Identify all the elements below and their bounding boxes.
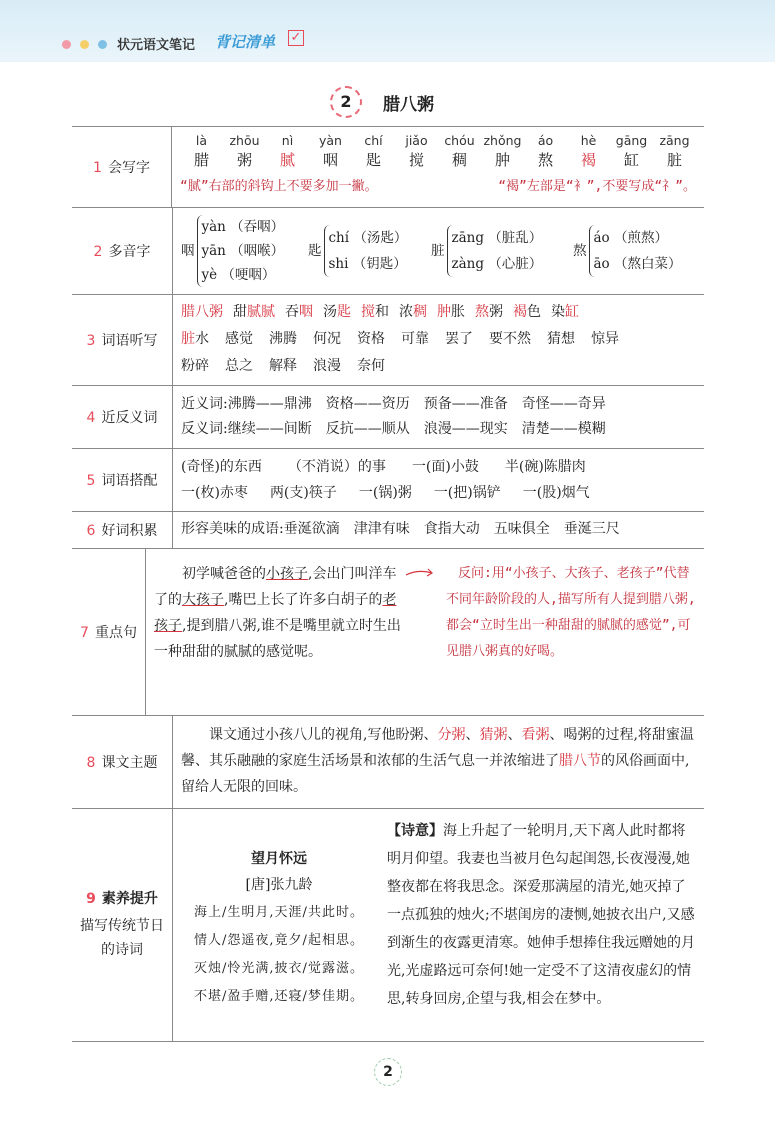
poly-char-ao: 熬 — [573, 243, 587, 259]
key-sentence-note: 反问:用“小孩子、大孩子、老孩子”代替不同年龄阶段的人,描写所有人提到腊八粥,都会“立时生出一种甜甜的腻腻的感觉”,可见腊八粥真的好喝。 — [446, 566, 696, 659]
row-label: 1 会写字 — [72, 127, 172, 207]
synonym-line: 近义词:沸腾——鼎沸 资格——资历 预备——准备 奇怪——奇异 — [181, 396, 606, 412]
theme-text: 课文通过小孩八儿的视角,写他盼粥、分粥、猜粥、看粥、喝粥的过程,将甜蜜温馨、其乐融融的家庭生活场景和浓郁的生活气息一并浓缩进了腊八节的风俗画面中,留给人无限的回味。 — [181, 727, 694, 795]
char-item: 缸 — [623, 151, 639, 169]
dict-word: 熬粥 — [475, 304, 503, 320]
pinyin-item: zhōu — [229, 133, 260, 148]
dictation-cell — [173, 295, 704, 385]
pinyin-row — [180, 133, 696, 149]
dict-word: 何况 — [313, 331, 341, 347]
dict-word: 感觉 — [225, 331, 253, 347]
collocation-item: 一(把)锅铲 — [433, 485, 501, 501]
collocation-item: （不消说）的事 — [287, 459, 386, 475]
dot-yellow — [80, 40, 89, 49]
row-collocation — [72, 448, 704, 511]
poly-char-yan: 咽 — [181, 243, 195, 259]
dict-word: 脏水 — [181, 331, 209, 347]
dict-word: 沸腾 — [269, 331, 297, 347]
good-words-cell: 形容美味的成语:垂涎欲滴 津津有味 食指大动 五味俱全 垂涎三尺 — [181, 521, 620, 537]
dict-word: 褐色 — [513, 304, 541, 320]
synonyms-cell — [173, 386, 704, 448]
dict-word: 甜腻腻 — [233, 304, 275, 320]
row-label: 3 词语听写 — [72, 295, 173, 385]
dict-word: 资格 — [357, 331, 385, 347]
dict-word: 肿胀 — [437, 304, 465, 320]
poem-line: 海上/生明月,天涯/共此时。 — [194, 905, 364, 920]
row-theme — [72, 715, 704, 808]
collocation-cell — [173, 449, 704, 511]
pinyin-item: nì — [281, 133, 294, 148]
dict-word: 奈何 — [357, 358, 385, 374]
pinyin-item: jiǎo — [405, 133, 428, 148]
dict-word: 搅和 — [361, 304, 389, 320]
pinyin-item: hè — [580, 133, 597, 148]
row-label: 4 近反义词 — [72, 386, 173, 448]
collocation-item: 一(面)小鼓 — [411, 459, 479, 475]
dict-word: 浓稠 — [399, 304, 427, 320]
row-good-words — [72, 511, 704, 548]
collocation-item: (奇怪)的东西 — [181, 459, 262, 475]
row-sublabel: 描写传统节日的诗词 — [80, 918, 164, 958]
dict-word: 汤匙 — [323, 304, 351, 320]
dict-word: 可靠 — [401, 331, 429, 347]
checkmark-icon: ✓ — [288, 30, 304, 46]
poly-char-chi: 匙 — [308, 243, 322, 259]
char-item: 搅 — [408, 151, 424, 169]
brand-subtitle: 背记清单 — [215, 33, 276, 51]
dict-word: 惊异 — [591, 331, 619, 347]
char-item: 稠 — [451, 151, 467, 169]
page-number: 2 — [374, 1058, 402, 1086]
dict-word: 罢了 — [445, 331, 473, 347]
row-polyphone — [72, 207, 704, 294]
poem-author: [唐]张九龄 — [245, 877, 313, 893]
row-label: 6 好词积累 — [72, 512, 173, 548]
lesson-number: 2 — [330, 86, 362, 118]
poly-item: yàn （吞咽） — [201, 219, 285, 235]
dot-pink — [62, 40, 71, 49]
row-label: 9 素养提升 描写传统节日的诗词 — [72, 809, 173, 1041]
collocation-item: 一(锅)粥 — [358, 485, 412, 501]
poem-meaning: 【诗意】海上升起了一轮明月,天下离人此时都将明月仰望。我妻也当被月色勾起闺怨,长夜漫漫,她整夜都在将我思念。深爱那满屋的清光,她灭掉了一点孤独的烛火;不堪闺房的凄恻,她披衣出户,又感到渐生的夜露更清寒。她伸手想捧住我远赠她的月光,光虚路远可奈何!她一定受不了这清夜虚幻的情思,转身回房,企望与我,相会在梦中。 — [387, 823, 695, 1007]
poly-item: áo （煎熬） — [593, 230, 668, 246]
pinyin-item: yàn — [319, 133, 342, 148]
poly-char-zang: 脏 — [431, 243, 445, 259]
poem-block — [179, 817, 379, 1033]
poem-line: 情人/怨遥夜,竟夕/起相思。 — [194, 933, 364, 948]
chars-row — [180, 149, 696, 171]
key-sentence-cell — [146, 549, 704, 715]
dict-word: 染缸 — [551, 304, 579, 320]
polyphone-cell — [173, 208, 704, 294]
dict-word: 粉碎 — [181, 358, 209, 374]
antonym-line: 反义词:继续——间断 反抗——顺从 浪漫——现实 清楚——模糊 — [181, 421, 606, 437]
decor-dots — [62, 40, 107, 49]
row-key-sentence — [72, 548, 704, 715]
char-item: 熬 — [537, 151, 553, 169]
char-item: 肿 — [494, 151, 510, 169]
dict-word: 解释 — [269, 358, 297, 374]
dict-word: 浪漫 — [313, 358, 341, 374]
note-ni: “腻”右部的斜钩上不要多加一撇。 — [180, 179, 378, 194]
dict-word: 猜想 — [547, 331, 575, 347]
row-write — [72, 126, 704, 207]
poem-line: 灭烛/怜光满,披衣/觉露滋。 — [194, 961, 364, 976]
char-item: 腊 — [193, 151, 209, 169]
row-poem — [72, 808, 704, 1042]
collocation-item: 两(支)筷子 — [269, 485, 337, 501]
char-item: 脏 — [666, 151, 682, 169]
poly-item: āo （熬白菜） — [593, 256, 682, 272]
pinyin-item: chóu — [444, 133, 475, 148]
row-synonyms — [72, 385, 704, 448]
char-item: 粥 — [236, 151, 252, 169]
lesson-title: 腊八粥 — [383, 95, 434, 115]
char-item: 褐 — [580, 151, 596, 169]
dict-word: 总之 — [225, 358, 253, 374]
row-label: 7 重点句 — [72, 549, 146, 715]
row-label: 8 课文主题 — [72, 716, 173, 808]
poem-line: 不堪/盈手赠,还寝/梦佳期。 — [194, 989, 364, 1004]
poem-title: 望月怀远 — [251, 851, 307, 867]
arrow-icon — [404, 565, 434, 581]
collocation-item: 半(碗)陈腊肉 — [504, 459, 586, 475]
row-label: 5 词语搭配 — [72, 449, 173, 511]
poly-item: shi （钥匙） — [328, 256, 407, 272]
note-he: “褐”左部是“衤”,不要写成“礻”。 — [498, 179, 696, 194]
poly-item: yè （哽咽） — [201, 267, 276, 283]
poem-cell — [173, 809, 704, 1041]
dict-word: 要不然 — [489, 331, 531, 347]
dict-word: 腊八粥 — [181, 304, 223, 320]
dot-blue — [98, 40, 107, 49]
pinyin-item: áo — [537, 133, 554, 148]
dict-word: 吞咽 — [285, 304, 313, 320]
pinyin-item: gāng — [615, 133, 648, 148]
collocation-item: 一(枚)赤枣 — [181, 485, 248, 501]
poly-item: zāng （脏乱） — [451, 230, 543, 246]
char-item: 咽 — [322, 151, 338, 169]
pinyin-item: là — [195, 133, 208, 148]
notes-table — [72, 126, 704, 1042]
brand-name: 状元语文笔记 — [117, 38, 196, 53]
poly-item: yān （咽喉） — [201, 243, 285, 259]
poly-item: zàng （心脏） — [451, 256, 543, 272]
key-sentence-text: 初学喊爸爸的小孩子,会出门叫洋车了的大孩子,嘴巴上长了许多白胡子的老孩子,提到腊八粥,谁不是嘴里就立时生出一种甜甜的腻腻的感觉呢。 — [154, 566, 401, 660]
row-label: 2 多音字 — [72, 208, 173, 294]
char-item: 腻 — [279, 151, 295, 169]
pinyin-item: zhǒng — [483, 133, 522, 148]
poly-item: chí （汤匙） — [328, 230, 408, 246]
pinyin-item: chí — [364, 133, 383, 148]
row-dictation — [72, 294, 704, 385]
page-header — [0, 0, 775, 62]
char-item: 匙 — [365, 151, 381, 169]
pinyin-item: zāng — [659, 133, 690, 148]
collocation-item: 一(股)烟气 — [522, 485, 590, 501]
write-cell — [172, 127, 704, 207]
